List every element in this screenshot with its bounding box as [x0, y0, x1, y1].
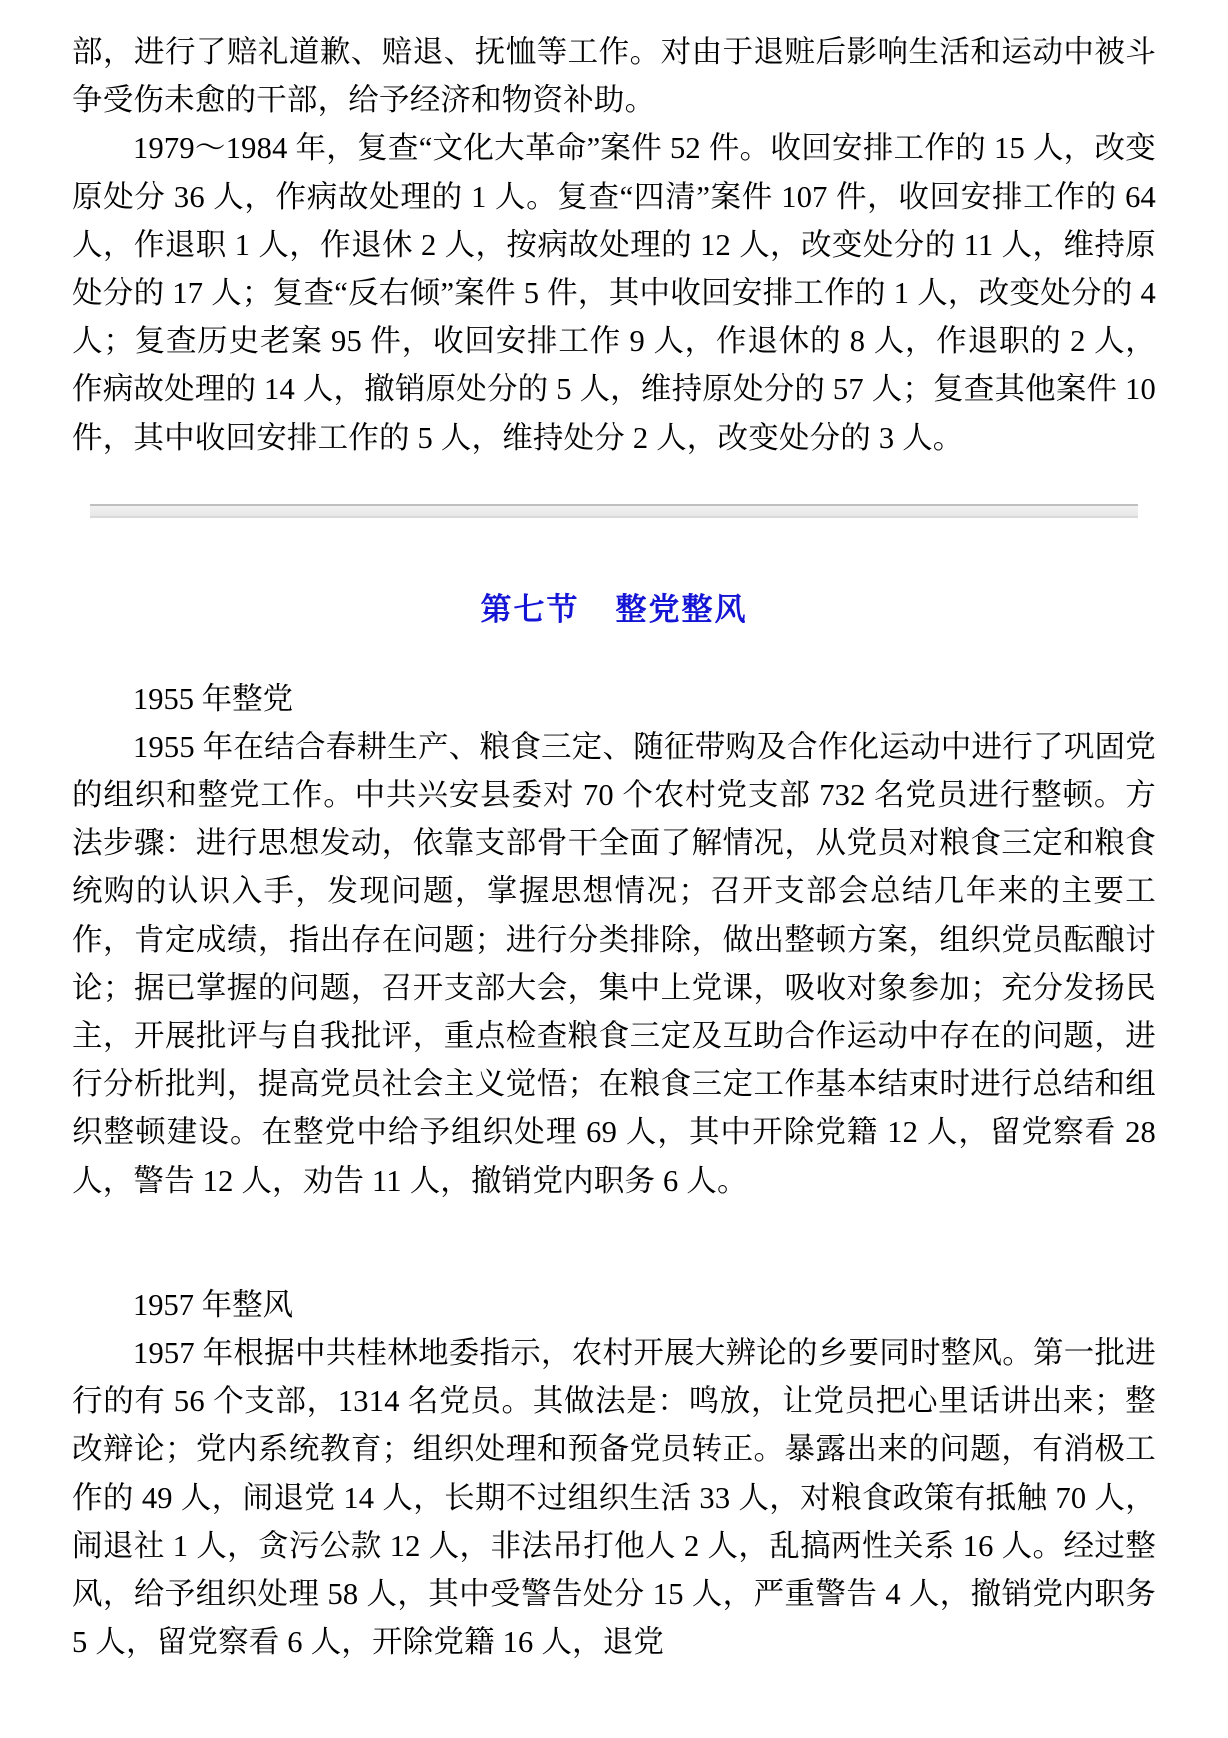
- section-divider: [90, 504, 1138, 518]
- section-name: 整党整风: [615, 591, 748, 627]
- subsection-heading-1957: 1957 年整风: [133, 1287, 294, 1322]
- subsection-body-1955: 1955 年在结合春耕生产、粮食三定、随征带购及合作化运动中进行了巩固党的组织和整党工作。中共兴安县委对 70 个农村党支部 732 名党员进行整顿。方法步骤：进行思想发动，依靠支部骨干全面了解情况，从党员对粮食三定和粮食统购的认识入手，发现问题，掌握思想情况；召开支部会总结几年来的主要工作，肯定成绩，指出存在问题；进行分类排除，做出整顿方案，组织党员酝酿讨论；据已掌握的问题，召开支部大会，集中上党课，吸收对象参加；充分发扬民主，开展批评与自我批评，重点检查粮食三定及互助合作运动中存在的问题，进行分析批判，提高党员社会主义觉悟；在粮食三定工作基本结束时进行总结和组织整顿建设。在整党中给予组织处理 69 人，其中开除党籍 12 人，留党察看 28 人，警告 12 人，劝告 11 人，撤销党内职务 6 人。: [72, 729, 1156, 1198]
- subsection-body-1957: 1957 年根据中共桂林地委指示，农村开展大辨论的乡要同时整风。第一批进行的有 56 个支部，1314 名党员。其做法是：鸣放，让党员把心里话讲出来；整改辩论；党内系统教育；组织处理和预备党员转正。暴露出来的问题，有消极工作的 49 人，闹退党 14 人，长期不过组织生活 33 人，对粮食政策有抵触 70 人，闹退社 1 人，贪污公款 12 人，非法吊打他人 2 人，乱搞两性关系 16 人。经过整风，给予组织处理 58 人，其中受警告处分 15 人，严重警告 4 人，撤销党内职务 5 人，留党察看 6 人，开除党籍 16 人，退党: [72, 1335, 1156, 1660]
- section-number: 第七节: [480, 591, 580, 627]
- section-title: [72, 584, 1156, 629]
- subsection-heading-1955: 1955 年整党: [133, 681, 294, 716]
- paragraph-spacer: [72, 1205, 1156, 1235]
- paragraph-continued: 部，进行了赔礼道歉、赔退、抚恤等工作。对由于退赃后影响生活和运动中被斗争受伤未愈的干部，给予经济和物资补助。: [72, 35, 1156, 118]
- paragraph-review-cases: 1979～1984 年，复查“文化大革命”案件 52 件。收回安排工作的 15 人，改变原处分 36 人，作病故处理的 1 人。复查“四清”案件 107 件，收回安排工作的 64 人，作退职 1 人，作退休 2 人，按病故处理的 12 人，改变处分的 11 人，维持原处分的 17 人；复查“反右倾”案件 5 件，其中收回安排工作的 1 人，改变处分的 4 人；复查历史老案 95 件，收回安排工作 9 人，作退休的 8 人，作退职的 2 人，作病故处理的 14 人，撤销原处分的 5 人，维持原处分的 57 人；复查其他案件 10 件，其中收回安排工作的 5 人，维持处分 2 人，改变处分的 3 人。: [72, 131, 1156, 455]
